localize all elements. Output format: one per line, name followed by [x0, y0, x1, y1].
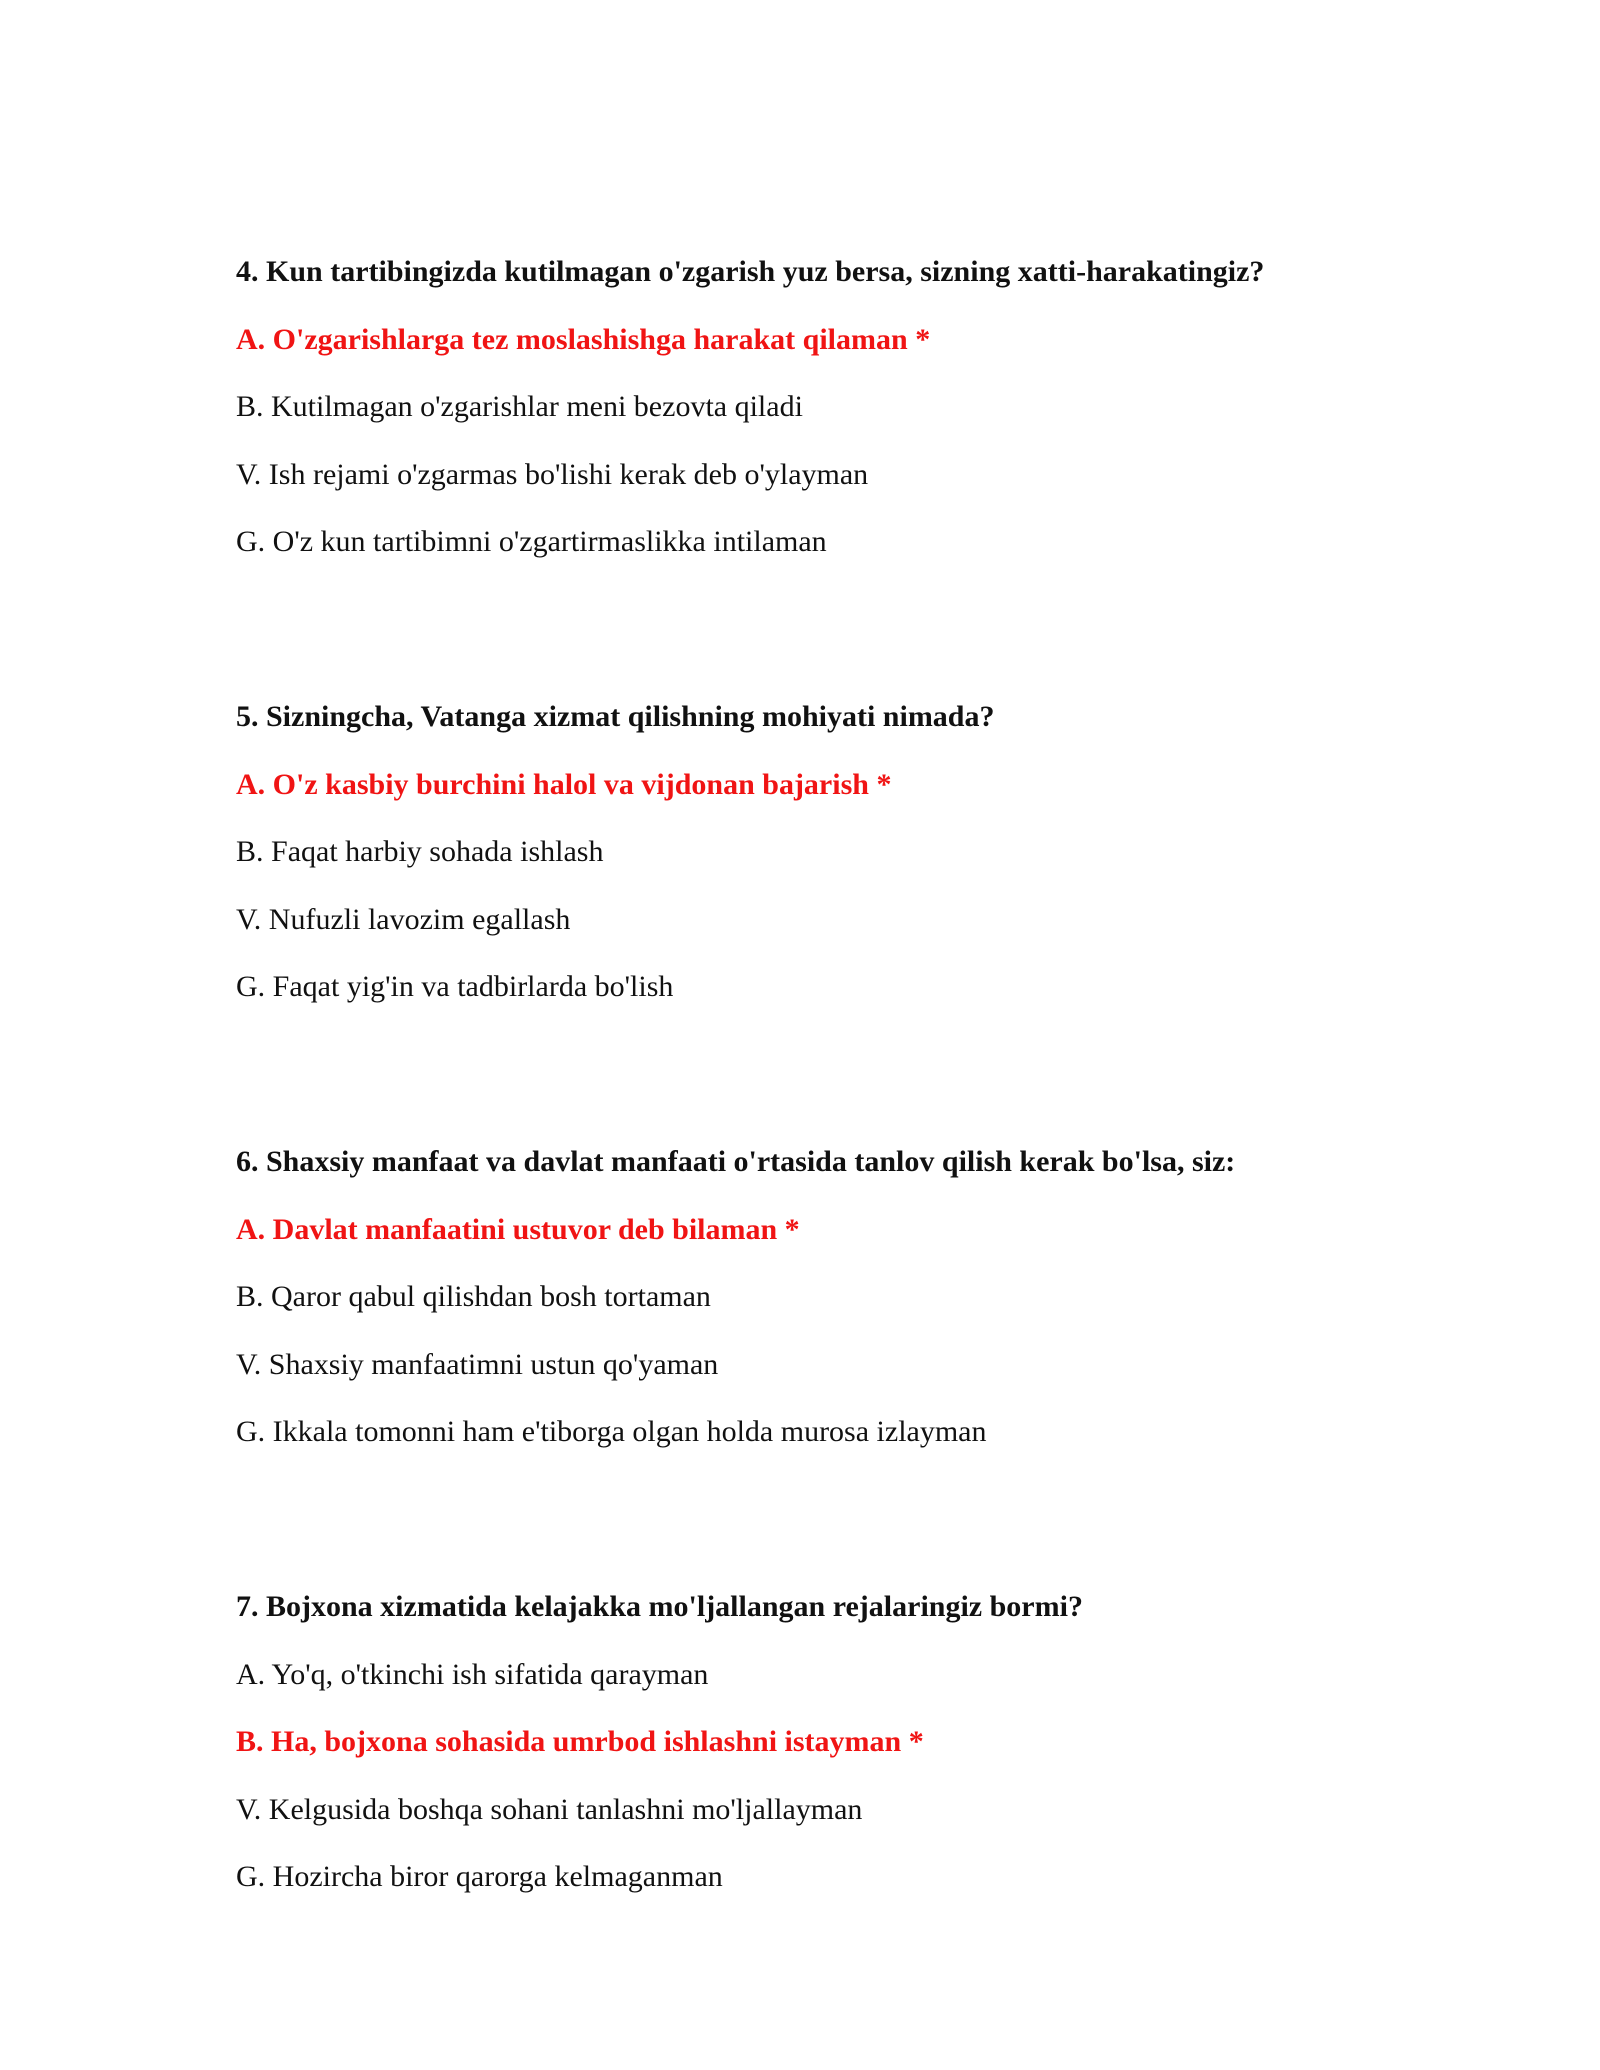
question-block-4 [236, 252, 1396, 562]
question-block-5 [236, 697, 1396, 1007]
answer-option: V. Shaxsiy manfaatimni ustun qo'yaman [236, 1347, 719, 1381]
answer-option: B. Kutilmagan o'zgarishlar meni bezovta qiladi [236, 390, 803, 423]
question-block-6 [236, 1142, 1396, 1452]
answer-option-correct: A. Davlat manfaatini ustuvor deb bilaman * [236, 1212, 800, 1246]
answer-option: B. Qaror qabul qilishdan bosh tortaman [236, 1280, 711, 1313]
answer-option: V. Nufuzli lavozim egallash [236, 902, 571, 936]
question-title: 7. Bojxona xizmatida kelajakka mo'ljallangan rejalaringiz bormi? [236, 1590, 1083, 1623]
answer-option: V. Ish rejami o'zgarmas bo'lishi kerak deb o'ylayman [236, 457, 869, 491]
question-title: 5. Sizningcha, Vatanga xizmat qilishning mohiyati nimada? [236, 700, 995, 733]
questionnaire [236, 252, 1396, 1897]
answer-option: G. Hozircha biror qarorga kelmaganman [236, 1860, 723, 1893]
question-title: 4. Kun tartibingizda kutilmagan o'zgarish yuz bersa, sizning xatti-harakatingiz? [236, 255, 1265, 288]
answer-option-correct: A. O'z kasbiy burchini halol va vijdonan bajarish * [236, 767, 892, 801]
answer-option: G. Ikkala tomonni ham e'tiborga olgan holda murosa izlayman [236, 1415, 987, 1448]
answer-option-correct: A. O'zgarishlarga tez moslashishga harakat qilaman * [236, 322, 931, 356]
answer-option: G. Faqat yig'in va tadbirlarda bo'lish [236, 970, 674, 1003]
answer-option: V. Kelgusida boshqa sohani tanlashni mo'ljallayman [236, 1792, 863, 1826]
answer-option-correct: B. Ha, bojxona sohasida umrbod ishlashni istayman * [236, 1725, 924, 1758]
question-title: 6. Shaxsiy manfaat va davlat manfaati o'rtasida tanlov qilish kerak bo'lsa, siz: [236, 1145, 1236, 1178]
answer-option: B. Faqat harbiy sohada ishlash [236, 835, 604, 868]
answer-option: A. Yo'q, o'tkinchi ish sifatida qarayman [236, 1657, 709, 1691]
answer-option: G. O'z kun tartibimni o'zgartirmaslikka intilaman [236, 525, 827, 558]
question-block-7 [236, 1587, 1396, 1897]
